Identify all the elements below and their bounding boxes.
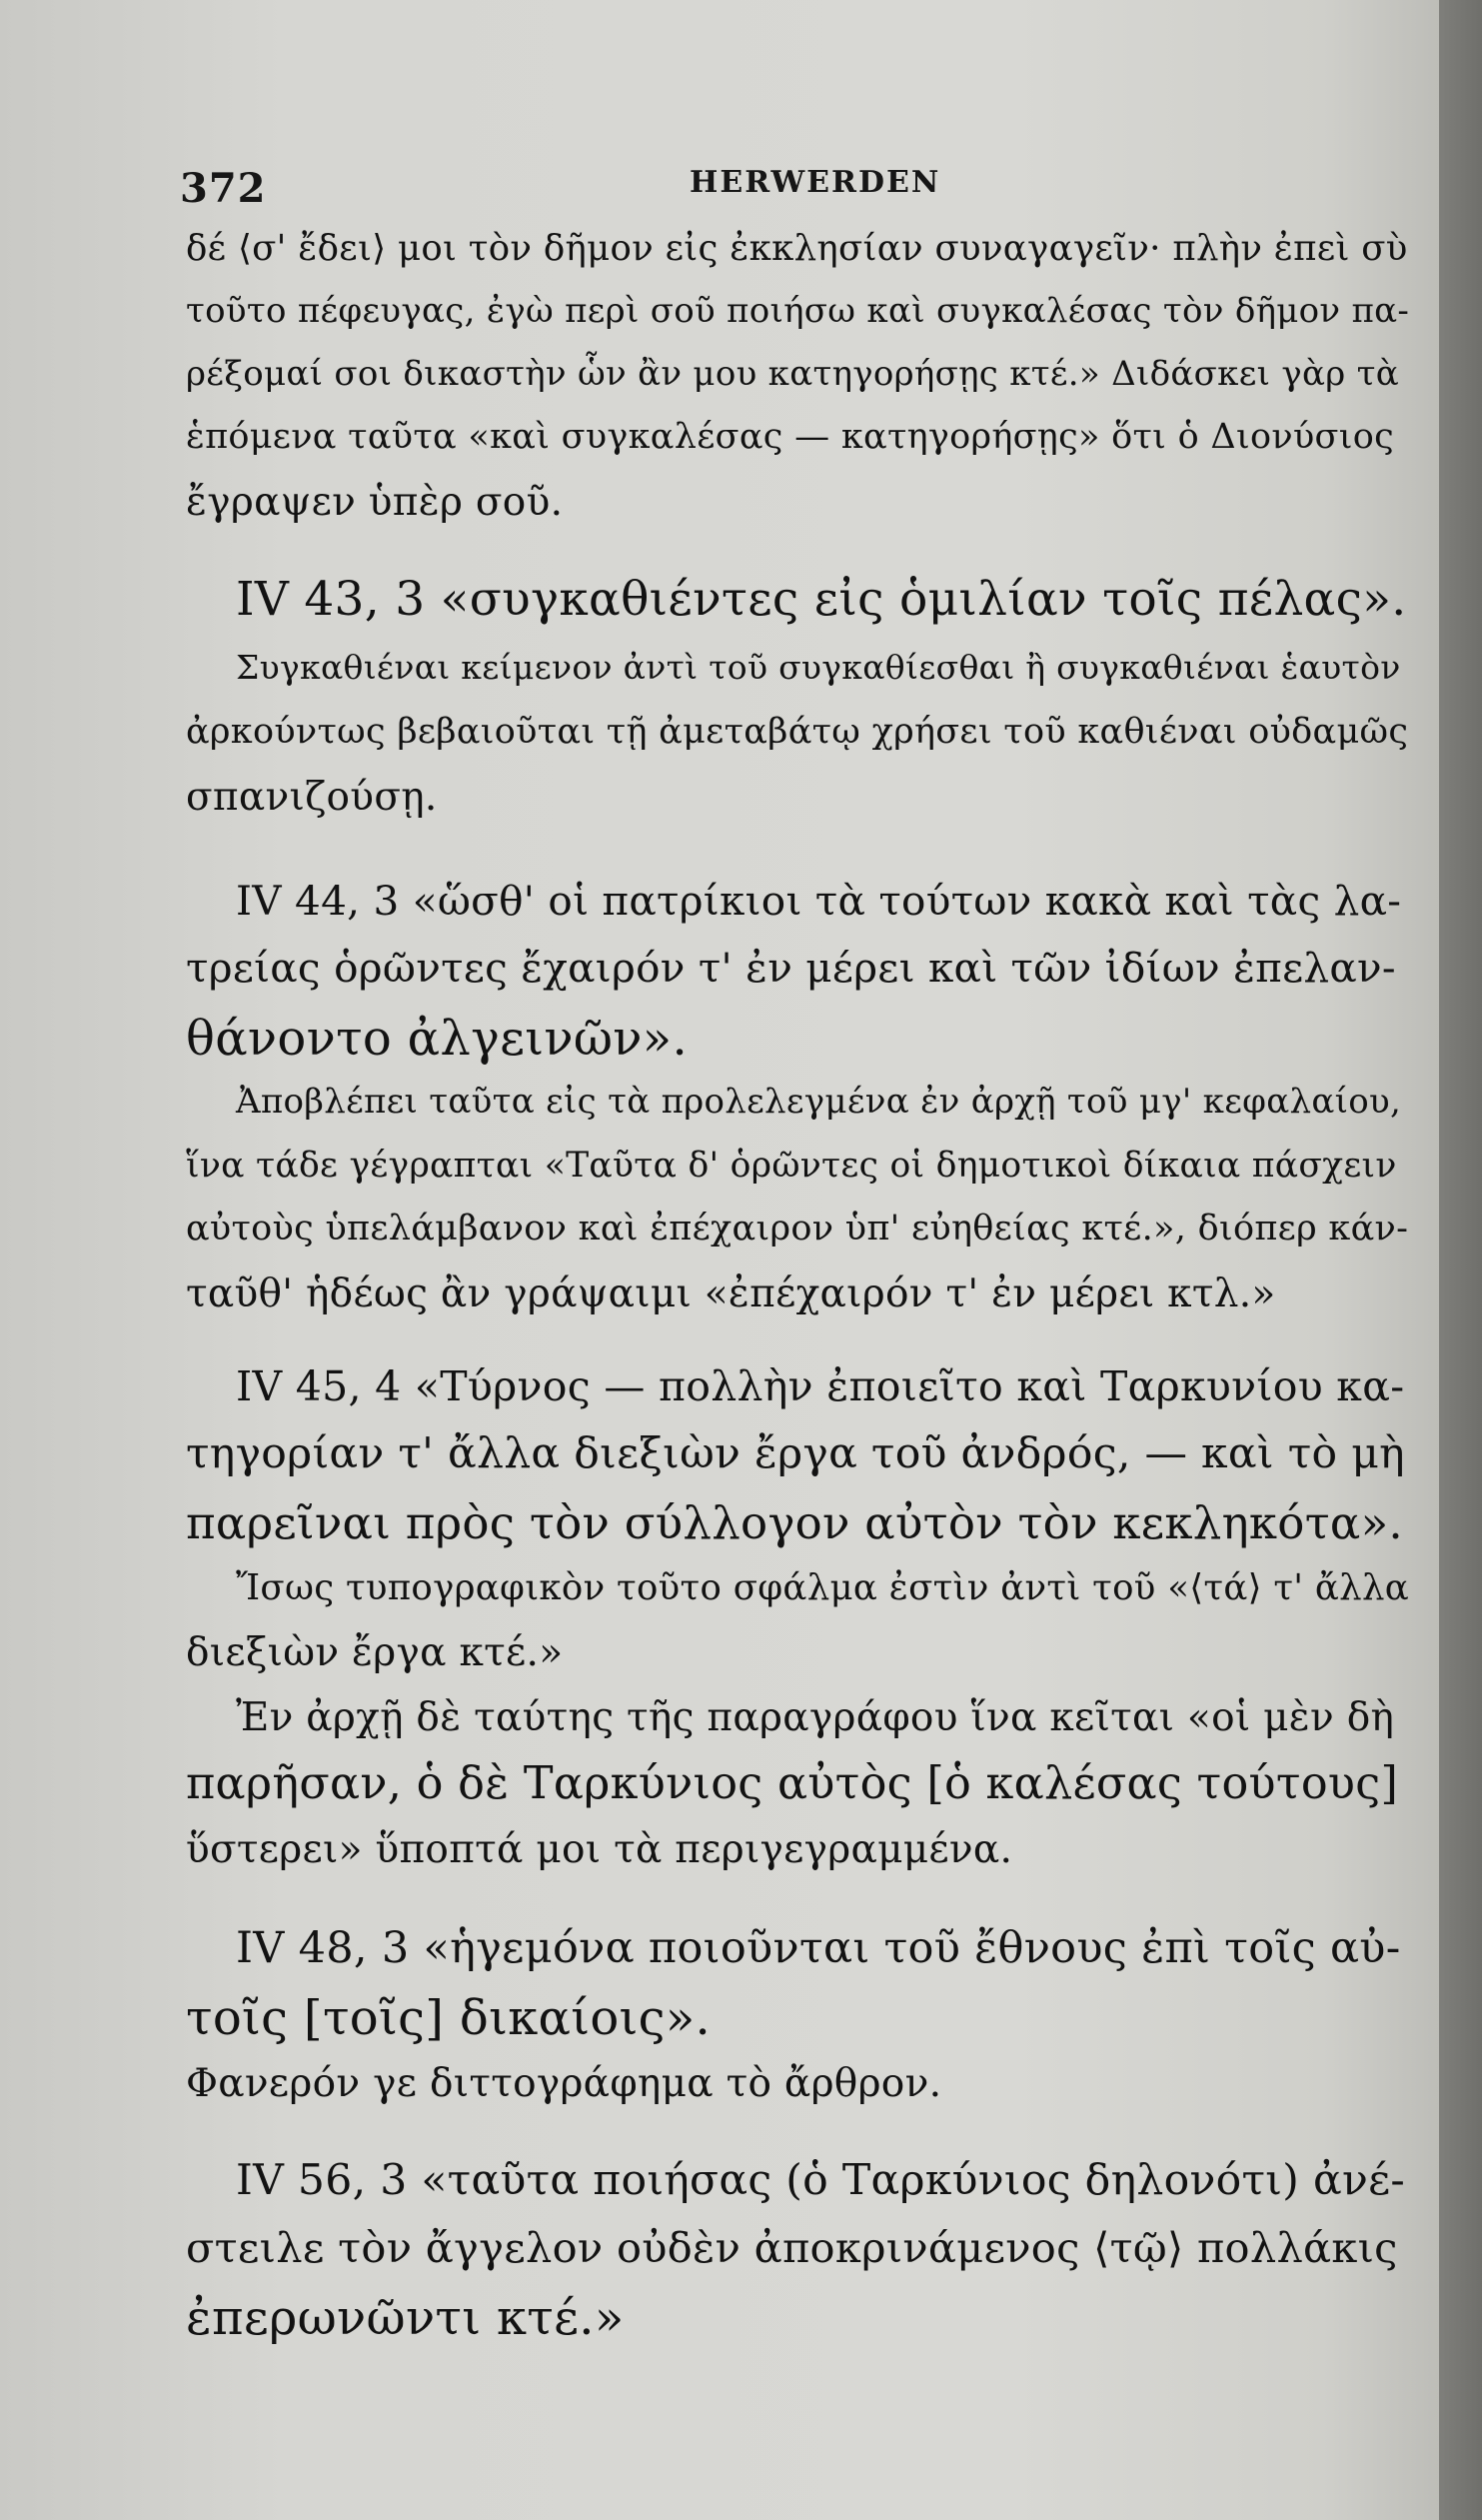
text-line: Συγκαθιέναι κείμενον ἀντὶ τοῦ συγκαθίεσθαι ἢ συγκαθιέναι ἑαυτὸν	[236, 648, 1401, 687]
text-line: διεξιὼν ἔργα κτέ.»	[186, 1630, 564, 1675]
citation-line: τρείας ὁρῶντες ἔχαιρόν τ' ἐν μέρει καὶ τῶν ἰδίων ἐπελαν-	[186, 944, 1396, 992]
text-line: ρέξομαί σοι δικαστὴν ὧν ἂν μου κατηγορήσῃς κτέ.» Διδάσκει γὰρ τὰ	[186, 354, 1399, 394]
running-header: HERWERDEN	[690, 165, 941, 200]
text-line: ἀρκούντως βεβαιοῦται τῇ ἀμεταβάτῳ χρήσει τοῦ καθιέναι οὐδαμῶς	[186, 712, 1409, 752]
text-line: ἔγραψεν ὑπὲρ σοῦ.	[186, 480, 564, 525]
citation-heading: IV 44, 3 «ὥσθ' οἱ πατρίκιοι τὰ τούτων κακὰ καὶ τὰς λα-	[236, 877, 1402, 925]
citation-line: ἐπερωνῶντι κτέ.»	[186, 2290, 625, 2346]
page-number: 372	[180, 165, 267, 212]
text-line: αὐτοὺς ὑπελάμβανον καὶ ἐπέχαιρον ὑπ' εὐηθείας κτέ.», διόπερ κάν-	[186, 1209, 1409, 1249]
citation-line: στειλε τὸν ἄγγελον οὐδὲν ἀποκρινάμενος ⟨τῷ⟩ πολλάκις	[186, 2223, 1398, 2272]
text-line: Ἐν ἀρχῇ δὲ ταύτης τῆς παραγράφου ἵνα κεῖται «οἱ μὲν δὴ	[236, 1695, 1395, 1740]
text-line: ἵνα τάδε γέγραπται «Ταῦτα δ' ὁρῶντες οἱ δημοτικοὶ δίκαια πάσχειν	[186, 1146, 1397, 1186]
text-line: Φανερόν γε διττογράφημα τὸ ἄρθρον.	[186, 2061, 942, 2106]
text-line: Ἴσως τυπογραφικὸν τοῦτο σφάλμα ἐστὶν ἀντὶ τοῦ «⟨τά⟩ τ' ἄλλα	[236, 1567, 1410, 1608]
citation-heading: IV 48, 3 «ἡγεμόνα ποιοῦνται τοῦ ἔθνους ἐπὶ τοῖς αὐ-	[236, 1923, 1401, 1973]
citation-line: τηγορίαν τ' ἄλλα διεξιὼν ἔργα τοῦ ἀνδρός, — καὶ τὸ μὴ	[186, 1429, 1405, 1478]
citation-heading: IV 45, 4 «Τύρνος — πολλὴν ἐποιεῖτο καὶ Ταρκυνίου κα-	[236, 1362, 1405, 1410]
text-line: Ἀποβλέπει ταῦτα εἰς τὰ προλελεγμένα ἐν ἀρχῇ τοῦ μγ' κεφαλαίου,	[236, 1082, 1402, 1122]
text-line: δέ ⟨σ' ἔδει⟩ μοι τὸν δῆμον εἰς ἐκκλησίαν συναγαγεῖν· πλὴν ἐπεὶ σὺ	[186, 228, 1408, 269]
citation-line: παρεῖναι πρὸς τὸν σύλλογον αὐτὸν τὸν κεκληκότα».	[186, 1496, 1404, 1549]
text-line: ὕστερει» ὕποπτά μοι τὰ περιγεγραμμένα.	[186, 1827, 1013, 1872]
page-edge	[1439, 0, 1482, 2520]
text-line: ταῦθ' ἡδέως ἂν γράψαιμι «ἐπέχαιρόν τ' ἐν μέρει κτλ.»	[186, 1271, 1276, 1316]
citation-line: θάνοντο ἀλγεινῶν».	[186, 1011, 689, 1067]
citation-heading: IV 43, 3 «συγκαθιέντες εἰς ὁμιλίαν τοῖς πέλας».	[236, 572, 1407, 627]
text-line: τοῦτο πέφευγας, ἐγὼ περὶ σοῦ ποιήσω καὶ συγκαλέσας τὸν δῆμον πα-	[186, 291, 1410, 331]
citation-line: παρῆσαν, ὁ δὲ Ταρκύνιος αὐτὸς [ὁ καλέσας τούτους]	[186, 1758, 1399, 1809]
text-line: ἑπόμενα ταῦτα «καὶ συγκαλέσας — κατηγορήσῃς» ὅτι ὁ Διονύσιος	[186, 417, 1395, 457]
text-line: σπανιζούσῃ.	[186, 775, 438, 820]
citation-line: τοῖς [τοῖς] δικαίοις».	[186, 1990, 712, 2046]
citation-heading: IV 56, 3 «ταῦτα ποιήσας (ὁ Ταρκύνιος δηλονότι) ἀνέ-	[236, 2156, 1406, 2205]
